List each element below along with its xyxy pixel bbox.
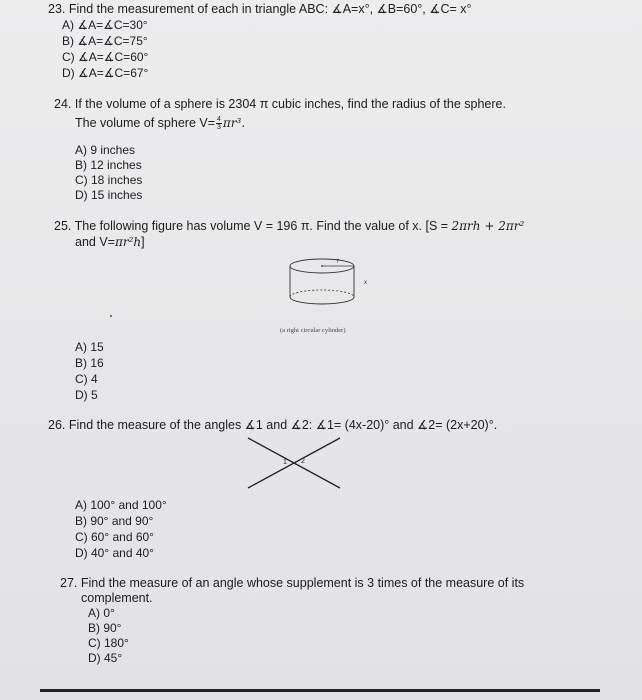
question-24-formula [75, 116, 245, 131]
question-23 [48, 2, 472, 17]
q26-option-b: B) 90° and 90° [75, 514, 154, 528]
question-24-number: 24. [54, 97, 72, 111]
volume-formula: πr²h [114, 235, 142, 249]
intersecting-lines-figure [244, 436, 344, 492]
question-25-text: The following figure has volume V = 196 π. Find the value of x. [S = [74, 219, 452, 233]
fraction-numerator: 4 [217, 116, 221, 124]
q26-option-a: A) 100° and 100° [75, 498, 167, 512]
formula-suffix: πr³. [222, 116, 246, 130]
q25-option-a: A) 15 [75, 340, 104, 354]
q23-option-c: C) ∡A=∡C=60° [62, 50, 149, 64]
cylinder-figure [284, 252, 384, 324]
angle-1-label: 1 [283, 459, 287, 466]
question-27-line2: complement. [81, 591, 153, 605]
q24-option-b: B) 12 inches [75, 158, 142, 172]
q26-option-c: C) 60° and 60° [75, 530, 154, 544]
q23-option-a: A) ∡A=∡C=30° [62, 18, 148, 32]
q24-option-d: D) 15 inches [75, 188, 143, 202]
question-26 [48, 418, 497, 433]
q23-option-b: B) ∡A=∡C=75° [62, 34, 148, 48]
question-23-number: 23. [48, 2, 66, 16]
stray-dot [110, 315, 112, 317]
question-24-text: If the volume of a sphere is 2304 π cubic inches, find the radius of the sphere. [74, 97, 506, 111]
volume-formula-suffix: ] [141, 235, 145, 249]
cylinder-height-label: x [364, 280, 367, 286]
q23-option-d: D) ∡A=∡C=67° [62, 66, 149, 80]
q27-option-c: C) 180° [88, 636, 129, 650]
q27-option-b: B) 90° [88, 621, 122, 635]
q26-option-d: D) 40° and 40° [75, 546, 154, 560]
fraction-four-thirds [216, 116, 222, 131]
question-26-text: Find the measure of the angles ∡1 and ∡2: ∡1= (4x-20)° and ∡2= (2x+20)°. [68, 418, 498, 432]
question-25 [54, 219, 524, 234]
q24-option-c: C) 18 inches [75, 173, 143, 187]
question-25-line2 [75, 235, 145, 250]
question-27 [60, 576, 524, 591]
angle-2-label: 2 [301, 458, 305, 465]
page-bottom-rule [40, 689, 600, 692]
question-27-text: Find the measure of an angle whose supplement is 3 times of the measure of its [80, 576, 525, 590]
q27-option-a: A) 0° [88, 606, 115, 620]
question-24 [54, 97, 506, 112]
question-23-text: Find the measurement of each in triangle ABC: ∡A=x°, ∡B=60°, ∡C= x° [68, 2, 472, 16]
question-27-number: 27. [60, 576, 78, 590]
q24-option-a: A) 9 inches [75, 143, 136, 157]
cylinder-radius-label: 7 [336, 259, 340, 265]
cylinder-caption: (a right circular cylinder) [280, 327, 346, 334]
q25-option-d: D) 5 [75, 388, 98, 402]
surface-area-formula: 2πrh + 2πr² [451, 219, 525, 233]
question-25-number: 25. [54, 219, 72, 233]
q25-option-b: B) 16 [75, 356, 104, 370]
q27-option-d: D) 45° [88, 651, 123, 665]
q25-option-c: C) 4 [75, 372, 98, 386]
formula-prefix: The volume of sphere V= [75, 116, 216, 130]
volume-formula-prefix: and V= [75, 235, 115, 249]
fraction-denominator: 3 [217, 124, 221, 132]
question-26-number: 26. [48, 418, 66, 432]
